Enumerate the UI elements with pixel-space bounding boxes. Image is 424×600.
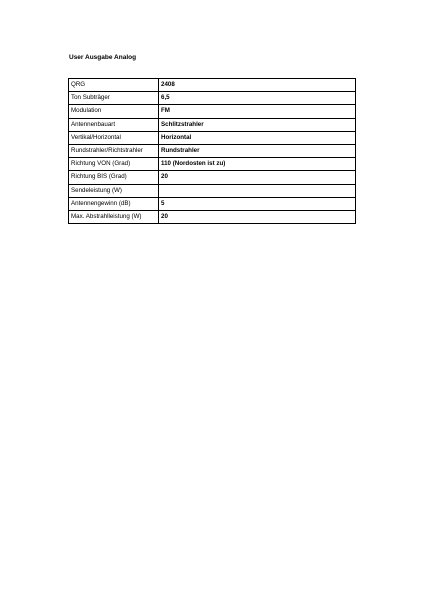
table-row-antennenbauart xyxy=(69,118,356,131)
row-label: Antennenbauart xyxy=(69,118,159,131)
row-value: 2408 xyxy=(159,79,356,92)
table-row-antennengewinn xyxy=(69,197,356,210)
row-label: Antennengewinn (dB) xyxy=(69,197,159,210)
row-value: 20 xyxy=(159,210,356,223)
row-value: 6,5 xyxy=(159,92,356,105)
row-label: Richtung BIS (Grad) xyxy=(69,171,159,184)
table-row-richtung-bis xyxy=(69,171,356,184)
table-row-strahlertyp xyxy=(69,144,356,157)
table-row-ton-subtraeger xyxy=(69,92,356,105)
row-label: QRG xyxy=(69,79,159,92)
row-value: Horizontal xyxy=(159,131,356,144)
row-label: Rundstrahler/Richtstrahler xyxy=(69,144,159,157)
row-value: 20 xyxy=(159,171,356,184)
table-row-modulation xyxy=(69,105,356,118)
row-value: Schlitzstrahler xyxy=(159,118,356,131)
row-value: FM xyxy=(159,105,356,118)
table-row-qrg xyxy=(69,79,356,92)
row-label: Richtung VON (Grad) xyxy=(69,158,159,171)
row-value: 5 xyxy=(159,197,356,210)
parameter-table xyxy=(68,78,356,224)
table-row-sendeleistung xyxy=(69,184,356,197)
page-title: User Ausgabe Analog xyxy=(69,54,137,61)
row-value xyxy=(159,184,356,197)
row-value: 110 (Nordosten ist zu) xyxy=(159,158,356,171)
row-label: Vertikal/Horizontal xyxy=(69,131,159,144)
row-label: Max. Abstrahlleistung (W) xyxy=(69,210,159,223)
row-label: Modulation xyxy=(69,105,159,118)
row-value: Rundstrahler xyxy=(159,144,356,157)
row-label: Sendeleistung (W) xyxy=(69,184,159,197)
table-row-polarisation xyxy=(69,131,356,144)
table-row-richtung-von xyxy=(69,158,356,171)
row-label: Ton Subträger xyxy=(69,92,159,105)
table-row-max-abstrahlleistung xyxy=(69,210,356,223)
